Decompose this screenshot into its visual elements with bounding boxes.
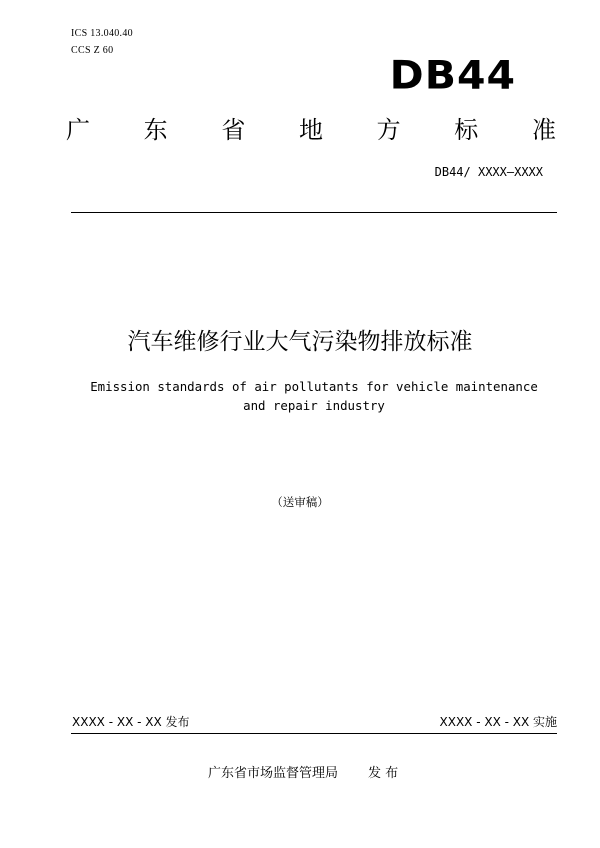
publish-action: 发 布 (368, 766, 399, 781)
ccs-code: CCS Z 60 (71, 45, 114, 56)
ics-code: ICS 13.040.40 (71, 28, 133, 39)
standard-type-char: 准 (531, 116, 556, 144)
publisher-line (208, 765, 398, 783)
effective-date: XXXX - XX - XX 实施 (439, 715, 557, 729)
bottom-divider (71, 733, 557, 734)
db44-logo: DB44 (389, 52, 516, 98)
document-english-title: Emission standards of air pollutants for vehicle maintenance and repair industry (90, 379, 538, 413)
standard-type-char: 方 (376, 116, 401, 144)
issue-date: XXXX - XX - XX 发布 (72, 715, 190, 729)
standard-type-heading (66, 115, 556, 145)
standard-type-char: 东 (143, 116, 168, 144)
standard-type-char: 标 (454, 116, 479, 144)
standard-type-char: 省 (221, 116, 246, 144)
top-divider (71, 212, 557, 213)
document-title: 汽车维修行业大气污染物排放标准 (127, 329, 473, 355)
publisher-name: 广东省市场监督管理局 (208, 766, 339, 781)
draft-status-label: （送审稿） (271, 495, 329, 509)
standard-type-char: 广 (66, 116, 90, 144)
standard-type-char: 地 (298, 116, 323, 144)
standard-number: DB44/ XXXX—XXXX (434, 165, 543, 179)
